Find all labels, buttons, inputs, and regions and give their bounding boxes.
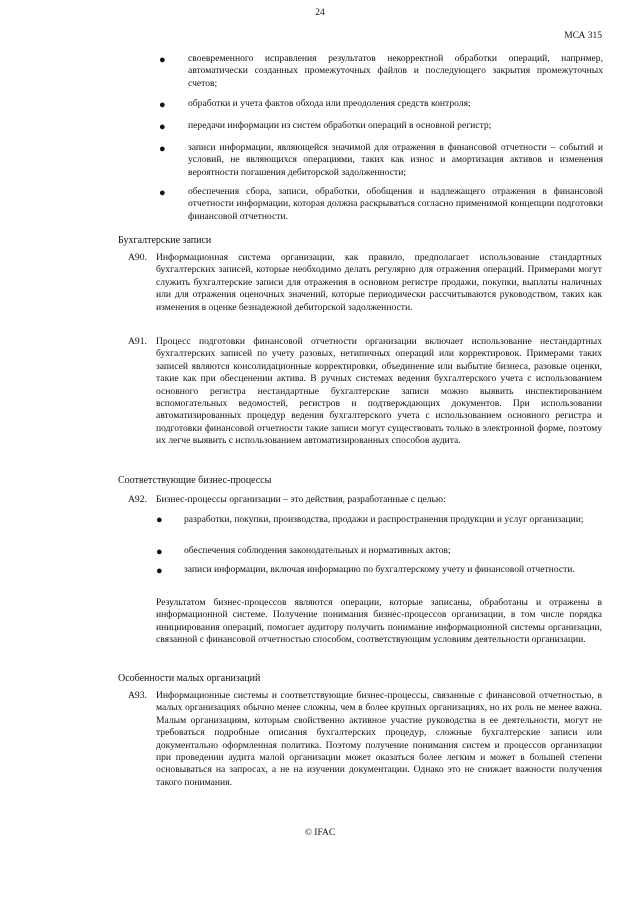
- bullet-icon: ●: [156, 546, 163, 558]
- paragraph-a93: Информационные системы и соответствующие бизнес-процессы, связанные с финансовой отчетностью, в малых организациях обычно менее сложны, чем в более крупных организациях, но их роль не менее важна. Малым организациям, которым свойственно активное участие руководства в ее деятельности, могут не требоваться подробные описания бухгалтерских процедур, сложные бухгалтерские записи или документально оформленная политика. Поэтому получение понимания систем и процессов организации при проведении аудита малой организации может оказаться более легким и может в большей степени основываться на запросах, а не на изучении документации. Однако это не снижает важности получения такого понимания.: [156, 690, 602, 788]
- standard-label: МСА 315: [564, 31, 602, 41]
- paragraph-a91: Процесс подготовки финансовой отчетности организации включает использование нестандартных бухгалтерских записей по учету разовых, нетипичных операций или корректировок. Примерами таких записей являются консолидационные корректировки, объединение или выбытие бизнеса, разовые оценки, такие как при обесценении актива. В ручных системах ведения бухгалтерского учета с использованием основного регистра нестандартные бухгалтерские записи можно выявить инспектированием вспомогательных ведомостей, регистров и подтверждающих документов. При использовании автоматизированных процедур ведения бухгалтерского учета с использованием основного регистра и подготовки финансовой отчетности такие записи могут существовать только в электронной форме, поэтому их легче выявить с использованием автоматизированных способов аудита.: [156, 336, 602, 447]
- paragraph-number: A91.: [128, 336, 147, 347]
- paragraph-a90: Информационная система организации, как правило, предполагает использование стандартных бухгалтерских записей, которые необходимо делать регулярно для отражения операций. Примерами могут служить бухгалтерские записи для отражения в основном регистре продажи, покупки, выплаты наличных или для отражения оценочных значений, которые периодически рассчитываются руководством, таких как изменения в оценке безнадежной дебиторской задолженности.: [156, 252, 602, 313]
- bullet-icon: ●: [159, 99, 166, 111]
- bullet-item: обеспечения сбора, записи, обработки, обобщения и надлежащего отражения в финансовой отчетности информации, которая должна раскрываться согласно применимой концепции подготовки финансовой отчетности.: [188, 186, 603, 222]
- bullet-item: своевременного исправления результатов некорректной обработки операций, например, автоматически созданных промежуточных файлов и последующего закрытия промежуточных счетов;: [188, 53, 603, 89]
- bullet-item: записи информации, включая информацию по бухгалтерскому учету и финансовой отчетности.: [184, 564, 575, 575]
- section-heading: Особенности малых организаций: [118, 673, 261, 684]
- bullet-icon: ●: [159, 187, 166, 199]
- bullet-icon: ●: [159, 143, 166, 155]
- bullet-icon: ●: [159, 121, 166, 133]
- bullet-item: обработки и учета фактов обхода или преодоления средств контроля;: [188, 98, 471, 109]
- bullet-item: обеспечения соблюдения законодательных и нормативных актов;: [184, 545, 451, 556]
- bullet-item: записи информации, являющейся значимой для отражения в финансовой отчетности – событий и условий, не являющихся операциями, таких как износ и амортизация активов и изменения вероятности погашения дебиторской задолженности;: [188, 142, 603, 178]
- paragraph-number: A93.: [128, 690, 147, 701]
- bullet-item: передачи информации из систем обработки операций в основной регистр;: [188, 120, 492, 131]
- bullet-icon: ●: [156, 514, 163, 526]
- paragraph-a92-intro: Бизнес-процессы организации – это действия, разработанные с целью:: [156, 494, 446, 505]
- paragraph-a92-conclusion: Результатом бизнес-процессов являются операции, которые записаны, обработаны и отражены в информационной системе. Получение понимания бизнес-процессов организации, в том числе порядка инициирования операций, помогает аудитору получить понимание информационной системы организации, связанной с финансовой отчетностью способом, соответствующим условиям деятельности организации.: [156, 597, 602, 646]
- bullet-icon: ●: [159, 54, 166, 66]
- section-heading: Соответствующие бизнес-процессы: [118, 475, 272, 486]
- footer-copyright: © IFAC: [304, 828, 336, 838]
- bullet-icon: ●: [156, 565, 163, 577]
- paragraph-number: A90.: [128, 252, 147, 263]
- page-number: 24: [315, 8, 325, 18]
- bullet-item: разработки, покупки, производства, продажи и распространения продукции и услуг организации;: [184, 514, 584, 525]
- section-heading: Бухгалтерские записи: [118, 235, 212, 246]
- paragraph-number: A92.: [128, 494, 147, 505]
